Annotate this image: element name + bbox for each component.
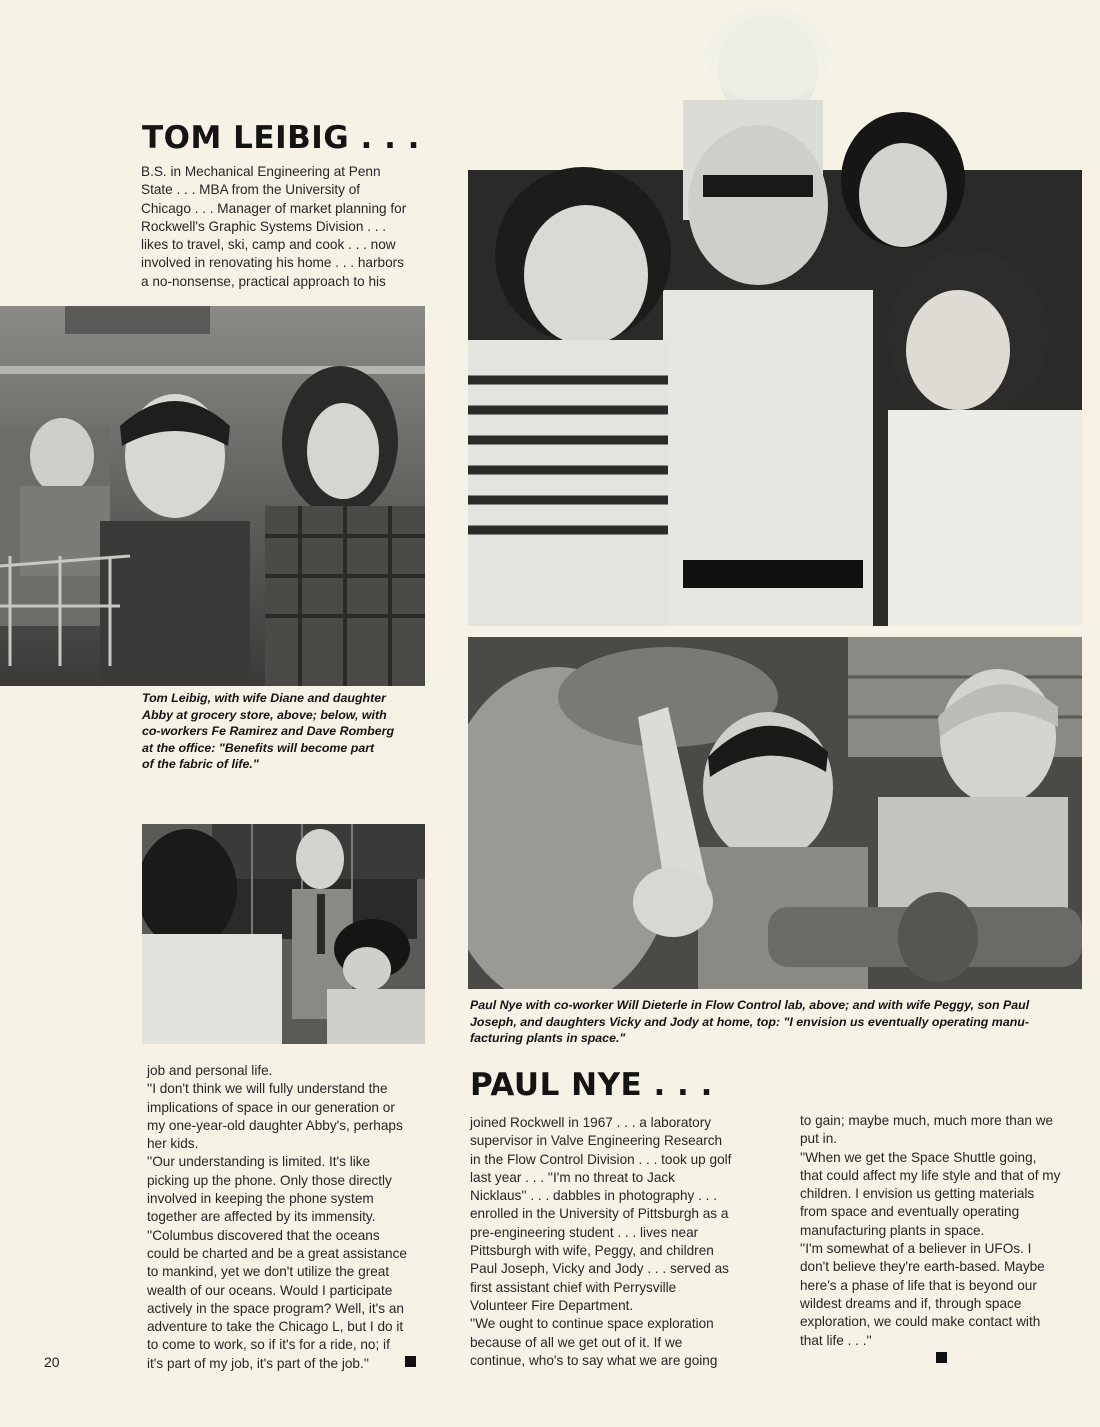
flow-control-lab-photo bbox=[468, 637, 1082, 989]
paul-nye-photo-caption: Paul Nye with co-worker Will Dieterle in Flow Control lab, above; and with wife Peggy, son Paul Joseph, and daughters Vicky and Jody at home, top: "I envision us eventually operating manu- facturing plants in space." bbox=[470, 998, 1030, 1046]
office-coworkers-photo bbox=[142, 824, 425, 1044]
grocery-store-photo bbox=[0, 306, 425, 686]
tom-leibig-heading: TOM LEIBIG . . . bbox=[142, 120, 420, 156]
tom-leibig-continued-text: job and personal life. ''I don't think we will fully understand the implications of space in our generation or my one-year-old daughter Abby's, perhaps her kids. ''Our understanding is limited. It's like picking up the phone. Only those directly involved in keeping the phone system together are affected by its immensity. ''Columbus discovered that the oceans could be charted and be a great assistance to mankind, yet we don't utilize the great wealth of our oceans. Would I participate actively in the space program? Well, it's an adventure to take the Chicago L, but I do it to come to work, so if it's for a ride, no; if it's part of my job, it's part of the job.'' bbox=[147, 1063, 407, 1371]
tom-article-end-mark bbox=[405, 1356, 416, 1367]
page-number: 20 bbox=[44, 1354, 60, 1370]
tom-leibig-photo-caption: Tom Leibig, with wife Diane and daughter Abby at grocery store, above; below, with co-workers Fe Ramirez and Dave Romberg at the office: "Benefits will become part of the fabric of life." bbox=[142, 691, 395, 772]
paul-nye-heading: PAUL NYE . . . bbox=[470, 1067, 713, 1103]
paul-nye-text-column-1: joined Rockwell in 1967 . . . a laboratory supervisor in Valve Engineering Research in the Flow Control Division . . . took up golf last year . . . ''I'm no threat to Jack Nicklaus'' . . . dabbles in photography . . . enrolled in the University of Pittsburgh as a pre-engineering student . . . lives near Pittsburgh with wife, Peggy, and children Paul Joseph, Vicky and Jody . . . served as first assistant chief with Perrysville Volunteer Fire Department. ''We ought to continue space exploration because of all we get out of it. If we continue, who's to say what we are going bbox=[470, 1115, 732, 1368]
paul-article-end-mark bbox=[936, 1352, 947, 1363]
nye-family-photo bbox=[468, 0, 1082, 626]
paul-nye-text-column-2: to gain; maybe much, much more than we put in. ''When we get the Space Shuttle going, that could affect my life style and that of my children. I envision us getting materials from space and eventually operating manufacturing plants in space. ''I'm somewhat of a believer in UFOs. I don't believe they're earth-based. Maybe here's a phase of life that is beyond our wildest dreams and if, through space exploration, we could make contact with that life . . .'' bbox=[800, 1113, 1061, 1348]
tom-leibig-intro: B.S. in Mechanical Engineering at Penn State . . . MBA from the University of Chicago . . . Manager of market planning for Rockwell's Graphic Systems Division . . . likes to travel, ski, camp and cook . . . now involved in renovating his home . . . harbors a no-nonsense, practical approach to his bbox=[141, 164, 407, 289]
